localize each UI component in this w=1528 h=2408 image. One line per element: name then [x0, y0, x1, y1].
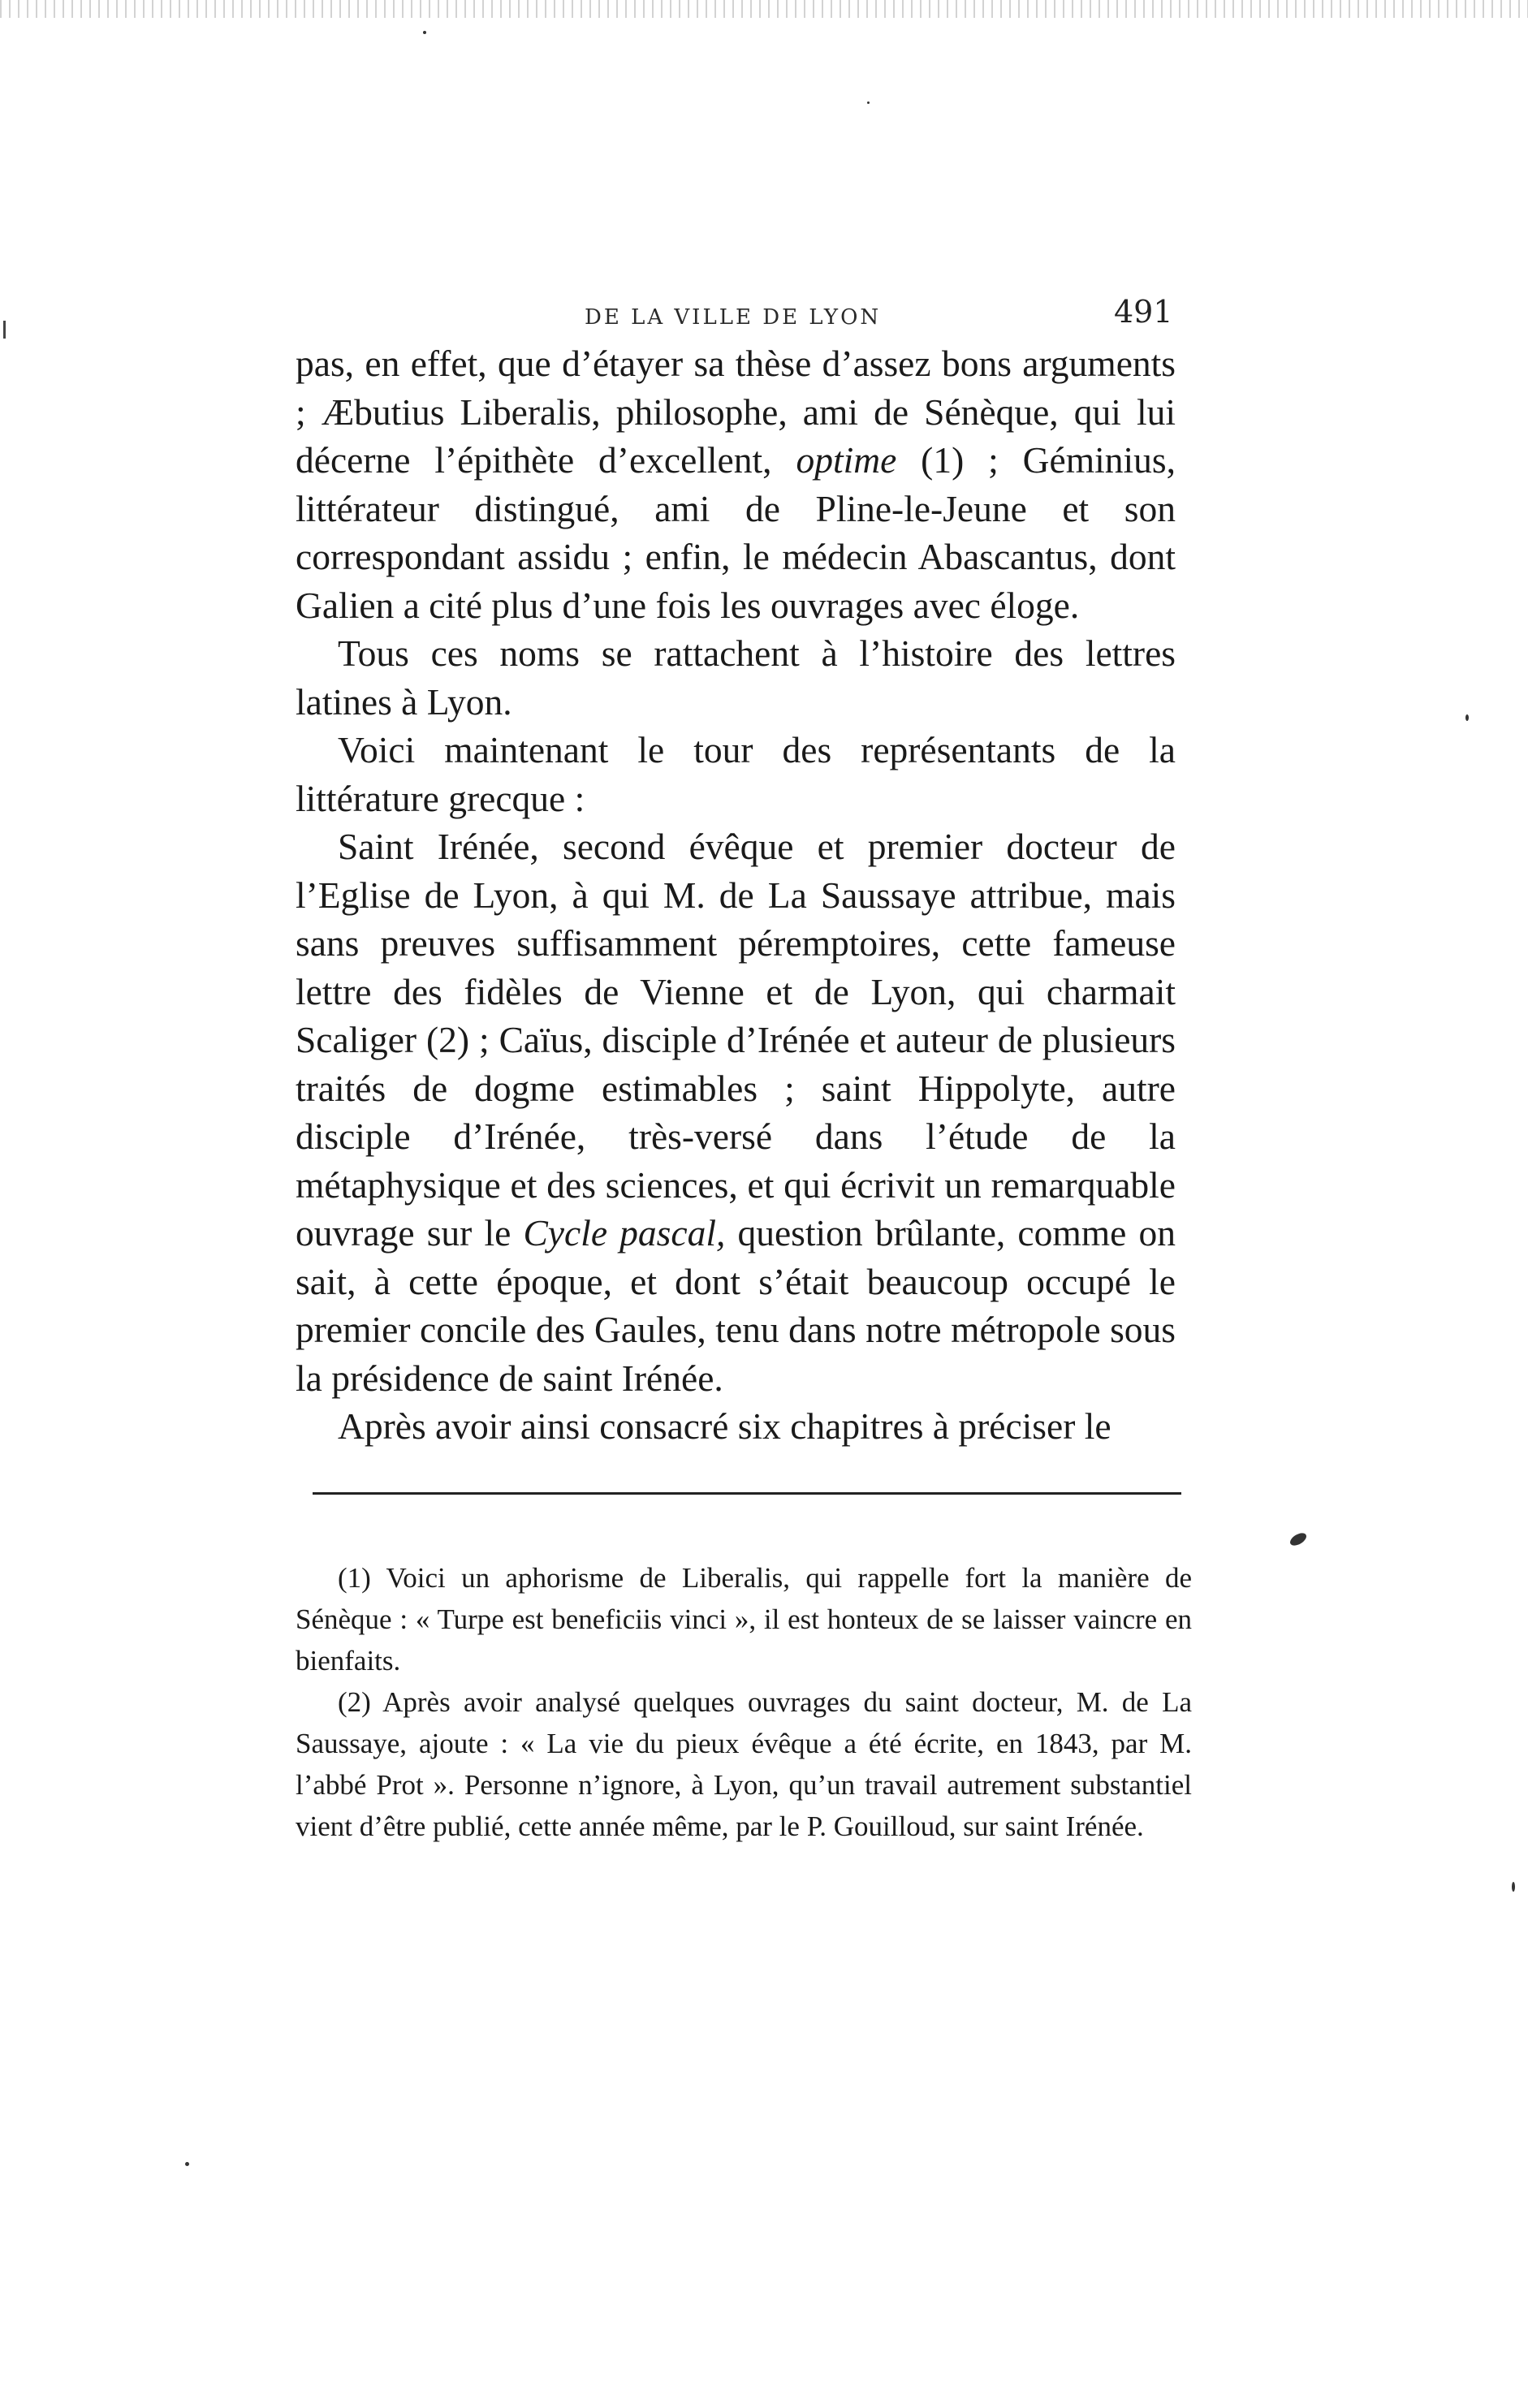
ink-blot	[1288, 1530, 1308, 1547]
italic-cycle-pascal: Cycle pascal,	[523, 1212, 726, 1254]
scan-edge-mark	[3, 321, 6, 339]
paragraph-3: Voici maintenant le tour des représentants de la littérature grecque :	[296, 729, 1176, 819]
paragraph-4-text-b: question brûlante, comme on sait, à cette époque, et dont s’était beaucoup occupé le premier concile des Gaules, tenu dans notre métropole sous la présidence de saint Irénée.	[296, 1212, 1176, 1399]
footnotes	[296, 1557, 1192, 1847]
scan-edge-noise	[0, 0, 1528, 18]
footnote-1: (1) Voici un aphorisme de Liberalis, qui rappelle fort la manière de Sénèque : « Turpe est beneficiis vinci », il est honteux de se laisser vaincre en bienfaits.	[296, 1562, 1192, 1677]
paragraph-1-text-b: (1) ; Géminius, littérateur distingué, ami de Pline-le-Jeune et son correspondant assidu ; enfin, le médecin Abascantus, dont Galien a cité plus d’une fois les ouvrages avec éloge.	[296, 439, 1176, 626]
paragraph-2: Tous ces noms se rattachent à l’histoire des lettres latines à Lyon.	[296, 632, 1176, 723]
paragraph-1-text-a: pas, en effet, que d’étayer sa thèse d’assez bons arguments ; Æbutius Liberalis, philosophe, ami de Sénèque, qui lui décerne l’épithète d’excellent,	[296, 343, 1176, 481]
footnote-separator	[313, 1492, 1181, 1495]
running-head: DE LA VILLE DE LYON	[585, 305, 882, 330]
italic-optime: optime	[796, 439, 897, 481]
paragraph-1	[296, 339, 1176, 629]
paragraph-4	[296, 822, 1176, 1402]
footnote-2: (2) Après avoir analysé quelques ouvrages du saint docteur, M. de La Saussaye, ajoute : « La vie du pieux évêque a été écrite, en 1843, par M. l’abbé Prot ». Personne n’ignore, à Lyon, qu’un travail autrement substantiel vient d’être publié, cette année même, par le P. Gouilloud, sur saint Irénée.	[296, 1686, 1192, 1842]
scan-speck	[185, 2162, 189, 2166]
scan-speck	[867, 101, 870, 104]
paragraph-4-text-a: Saint Irénée, second évêque et premier docteur de l’Eglise de Lyon, à qui M. de La Saussaye attribue, mais sans preuves suffisamment péremptoires, cette fameuse lettre des fidèles de Vienne et de Lyon, qui charmait Scaliger (2) ; Caïus, disciple d’Irénée et auteur de plusieurs traités de dogme estimables ; saint Hippolyte, autre disciple d’Irénée, très-versé dans l’étude de la métaphysique et des sciences, et qui écrivit un remarquable ouvrage sur le	[296, 826, 1176, 1254]
main-text	[296, 339, 1176, 1451]
page-number: 491	[1114, 294, 1173, 330]
scan-speck	[1512, 1882, 1515, 1892]
paragraph-5: Après avoir ainsi consacré six chapitres à préciser le	[338, 1405, 1111, 1447]
scan-speck	[1465, 714, 1469, 721]
scan-speck	[423, 31, 426, 34]
